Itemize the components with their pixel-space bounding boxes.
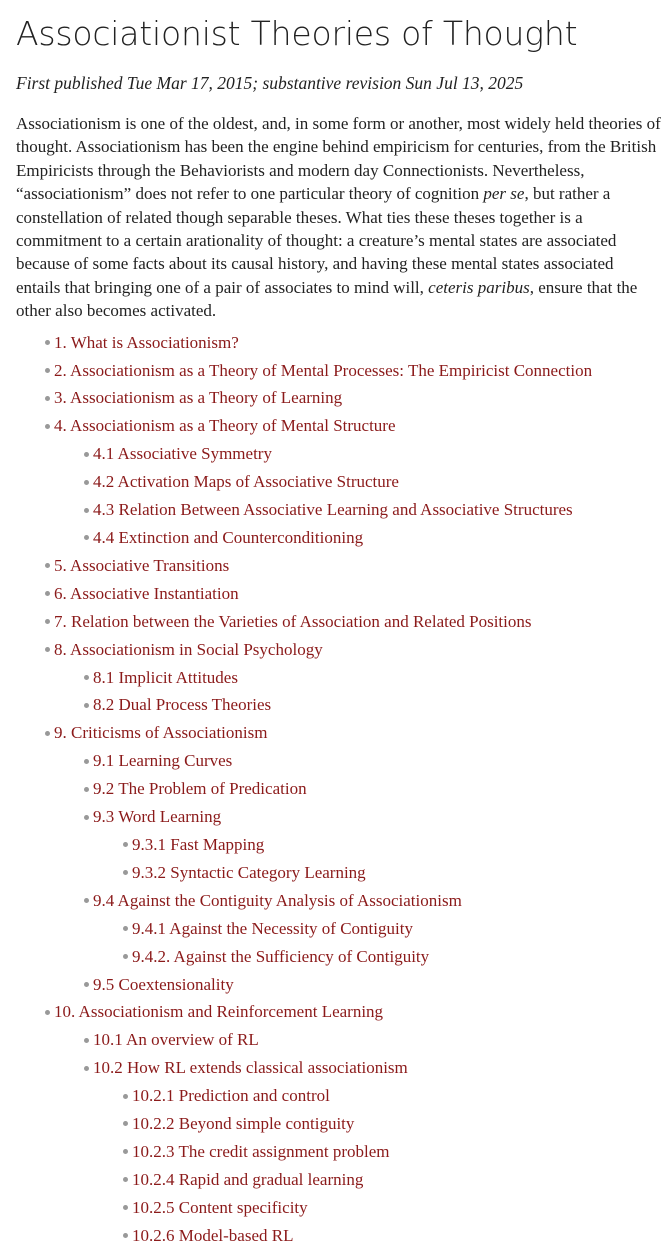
bullet-icon xyxy=(45,1010,50,1015)
toc-link-10-2-6[interactable]: 10.2.6 Model-based RL xyxy=(132,1225,294,1245)
toc-link-8[interactable]: 8. Associationism in Social Psychology xyxy=(54,639,323,659)
toc-link-2[interactable]: 2. Associationism as a Theory of Mental Processes: The Empiricist Connection xyxy=(54,360,593,380)
table-of-contents xyxy=(16,329,661,1250)
toc-link-9-4[interactable]: 9.4 Against the Contiguity Analysis of Associationism xyxy=(93,890,462,910)
toc-item xyxy=(16,1110,661,1138)
toc-item xyxy=(16,357,661,385)
toc-item xyxy=(16,329,661,357)
toc-link-9-4-1[interactable]: 9.4.1 Against the Necessity of Contiguity xyxy=(132,918,413,938)
preamble-emphasis-2: ceteris paribus xyxy=(428,277,530,297)
toc-item xyxy=(16,1082,661,1110)
toc-item xyxy=(16,691,661,719)
toc-item xyxy=(16,496,661,524)
bullet-icon xyxy=(84,787,89,792)
toc-link-3[interactable]: 3. Associationism as a Theory of Learning xyxy=(54,388,343,408)
toc-item xyxy=(16,887,661,915)
toc-link-8-1[interactable]: 8.1 Implicit Attitudes xyxy=(93,667,238,687)
preamble-emphasis-1: per se xyxy=(483,184,525,204)
toc-link-9-1[interactable]: 9.1 Learning Curves xyxy=(93,751,233,771)
toc-link-9-5[interactable]: 9.5 Coextensionality xyxy=(93,974,234,994)
bullet-icon xyxy=(84,535,89,540)
toc-item xyxy=(16,1166,661,1194)
bullet-icon xyxy=(123,926,128,931)
toc-link-9-3[interactable]: 9.3 Word Learning xyxy=(93,807,222,827)
bullet-icon xyxy=(84,1066,89,1071)
toc-link-10-1[interactable]: 10.1 An overview of RL xyxy=(93,1030,259,1050)
toc-link-8-2[interactable]: 8.2 Dual Process Theories xyxy=(93,695,272,715)
bullet-icon xyxy=(45,647,50,652)
toc-link-10-2-5[interactable]: 10.2.5 Content specificity xyxy=(132,1197,308,1217)
bullet-icon xyxy=(45,368,50,373)
bullet-icon xyxy=(123,1205,128,1210)
preamble xyxy=(16,112,661,323)
toc-item xyxy=(16,384,661,412)
bullet-icon xyxy=(84,508,89,513)
preamble-text-1: Associationism is one of the oldest, and, in some form or another, most widely held theories of thought. Associationism has been the engine behind empiricism for centuries, from the British Empiricists through the Behaviorists and modern day Connectionists. Nevertheless, “associationism” does not refer to one particular theory of cognition xyxy=(16,114,661,204)
toc-item xyxy=(16,608,661,636)
bullet-icon xyxy=(84,1038,89,1043)
toc-item xyxy=(16,971,661,999)
preamble-text-2: , but rather a constellation of related though separable theses. What ties these theses together is a commitment to a certain arationality of thought: a creature’s mental states are associated because of some facts about its causal history, and having these mental states associated entails that bringing one of a pair of associates to mind will, xyxy=(16,184,617,297)
toc-link-10-2-3[interactable]: 10.2.3 The credit assignment problem xyxy=(132,1141,390,1161)
toc-item xyxy=(16,440,661,468)
toc-link-6[interactable]: 6. Associative Instantiation xyxy=(54,583,239,603)
toc-link-9[interactable]: 9. Criticisms of Associationism xyxy=(54,723,268,743)
toc-item xyxy=(16,719,661,747)
page-title: Associationist Theories of Thought xyxy=(16,14,578,53)
toc-item xyxy=(16,468,661,496)
toc-link-4-4[interactable]: 4.4 Extinction and Counterconditioning xyxy=(93,528,364,547)
bullet-icon xyxy=(123,870,128,875)
toc-link-10[interactable]: 10. Associationism and Reinforcement Learning xyxy=(54,1002,384,1022)
toc-item xyxy=(16,412,661,440)
toc-item xyxy=(16,1138,661,1166)
toc-link-10-2-1[interactable]: 10.2.1 Prediction and control xyxy=(132,1086,330,1106)
toc-item xyxy=(16,636,661,664)
bullet-icon xyxy=(123,1094,128,1099)
toc-item xyxy=(16,747,661,775)
toc-link-9-3-2[interactable]: 9.3.2 Syntactic Category Learning xyxy=(132,862,366,882)
bullet-icon xyxy=(123,954,128,959)
toc-item xyxy=(16,1194,661,1222)
toc-item xyxy=(16,803,661,831)
publication-info: First published Tue Mar 17, 2015; substantive revision Sun Jul 13, 2025 xyxy=(16,73,524,93)
toc-item xyxy=(16,998,661,1026)
toc-link-7[interactable]: 7. Relation between the Varieties of Association and Related Positions xyxy=(54,611,532,631)
bullet-icon xyxy=(45,424,50,429)
bullet-icon xyxy=(123,1149,128,1154)
bullet-icon xyxy=(123,1177,128,1182)
toc-link-4-2[interactable]: 4.2 Activation Maps of Associative Structure xyxy=(93,472,399,492)
preamble-text-3: , ensure that the other also becomes activated. xyxy=(16,277,638,321)
toc-link-10-2-2[interactable]: 10.2.2 Beyond simple contiguity xyxy=(132,1114,355,1134)
toc-item xyxy=(16,580,661,608)
toc-item xyxy=(16,915,661,943)
bullet-icon xyxy=(84,452,89,457)
toc-item xyxy=(16,943,661,971)
toc-item xyxy=(16,831,661,859)
toc-item xyxy=(16,1026,661,1054)
bullet-icon xyxy=(84,480,89,485)
bullet-icon xyxy=(123,842,128,847)
toc-link-9-2[interactable]: 9.2 The Problem of Predication xyxy=(93,779,307,799)
bullet-icon xyxy=(84,982,89,987)
bullet-icon xyxy=(45,340,50,345)
toc-item xyxy=(16,552,661,580)
toc-item xyxy=(16,524,661,552)
bullet-icon xyxy=(123,1233,128,1238)
bullet-icon xyxy=(45,563,50,568)
toc-link-10-2-4[interactable]: 10.2.4 Rapid and gradual learning xyxy=(132,1169,364,1189)
bullet-icon xyxy=(84,759,89,764)
toc-link-9-4-2[interactable]: 9.4.2. Against the Sufficiency of Contiguity xyxy=(132,946,430,966)
bullet-icon xyxy=(84,815,89,820)
bullet-icon xyxy=(45,731,50,736)
bullet-icon xyxy=(45,591,50,596)
bullet-icon xyxy=(84,898,89,903)
bullet-icon xyxy=(84,703,89,708)
toc-link-1[interactable]: 1. What is Associationism? xyxy=(54,332,239,352)
toc-item xyxy=(16,775,661,803)
toc-item xyxy=(16,1222,661,1250)
toc-link-4[interactable]: 4. Associationism as a Theory of Mental Structure xyxy=(54,416,396,436)
toc-item xyxy=(16,664,661,692)
bullet-icon xyxy=(123,1121,128,1126)
article-page xyxy=(16,0,661,1250)
toc-link-5[interactable]: 5. Associative Transitions xyxy=(54,555,230,575)
bullet-icon xyxy=(84,675,89,680)
bullet-icon xyxy=(45,619,50,624)
toc-link-9-3-1[interactable]: 9.3.1 Fast Mapping xyxy=(132,834,265,854)
toc-link-4-1[interactable]: 4.1 Associative Symmetry xyxy=(93,444,272,464)
toc-link-4-3[interactable]: 4.3 Relation Between Associative Learning and Associative Structures xyxy=(93,500,573,520)
toc-item xyxy=(16,859,661,887)
toc-link-10-2[interactable]: 10.2 How RL extends classical associationism xyxy=(93,1058,408,1078)
bullet-icon xyxy=(45,396,50,401)
toc-item xyxy=(16,1054,661,1082)
